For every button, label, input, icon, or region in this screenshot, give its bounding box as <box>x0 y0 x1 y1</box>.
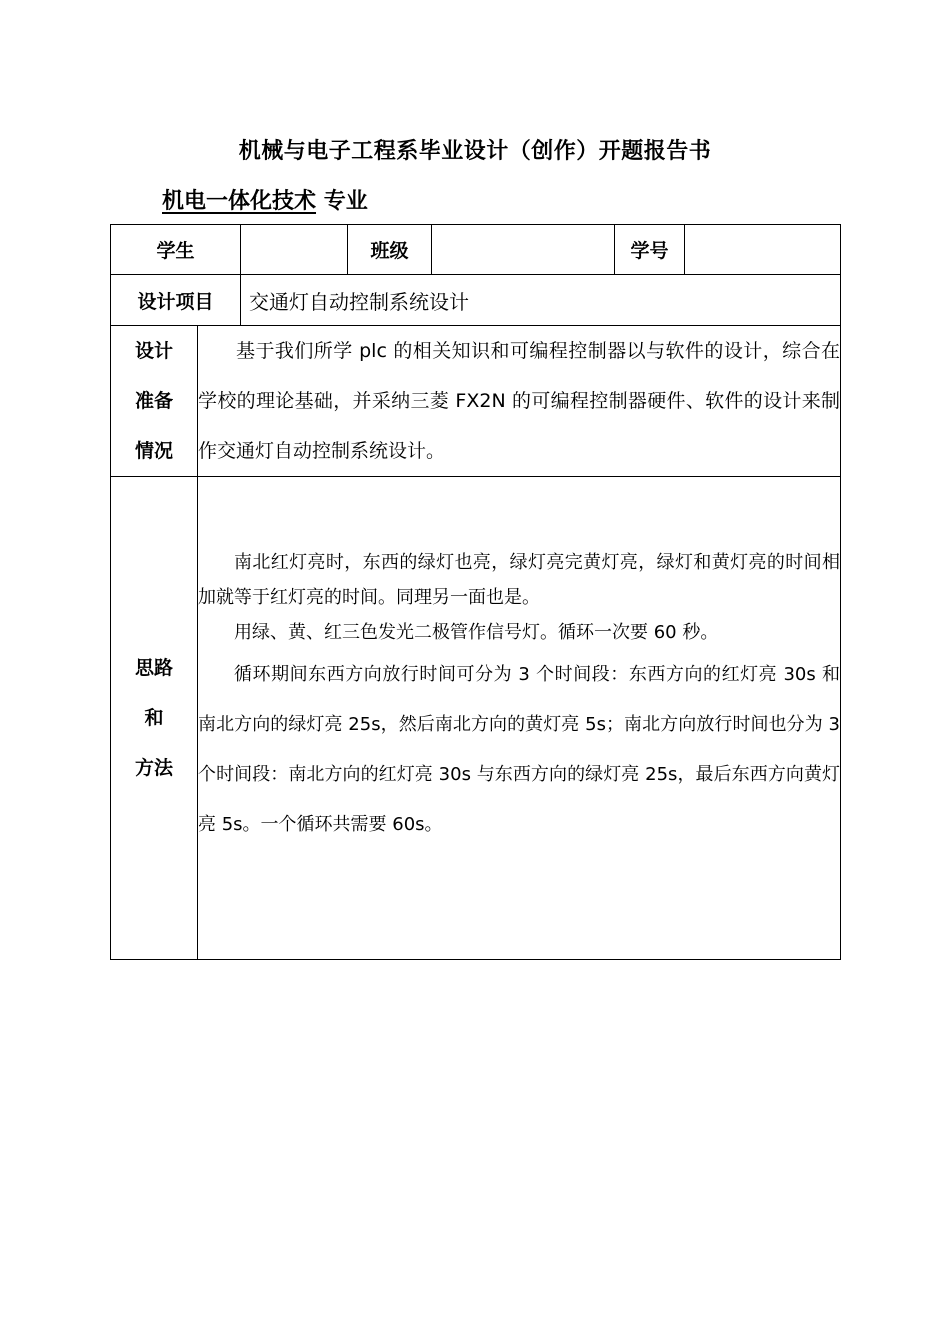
major-line <box>144 184 368 215</box>
major-suffix: 专业 <box>323 189 368 214</box>
class-label: 班级 <box>348 225 432 275</box>
table-row-project <box>111 275 841 326</box>
project-value: 交通灯自动控制系统设计 <box>241 275 841 326</box>
method-label-line-1: 思路 <box>134 657 173 679</box>
class-value <box>432 225 615 275</box>
method-paragraph-1: 南北红灯亮时，东西的绿灯也亮，绿灯亮完黄灯亮，绿灯和黄灯亮的时间相加就等于红灯亮的时间。同理另一面也是。 <box>198 552 841 608</box>
student-id-label: 学号 <box>615 225 685 275</box>
method-label-line-3: 方法 <box>134 757 173 779</box>
table-row-student-info <box>111 225 841 275</box>
document-title: 机械与电子工程系毕业设计（创作）开题报告书 <box>238 139 712 164</box>
proposal-form-table <box>110 224 841 960</box>
preparation-paragraph: 基于我们所学 plc 的相关知识和可编程控制器以与软件的设计，综合在学校的理论基础，并采纳三菱 FX2N 的可编程控制器硬件、软件的设计来制作交通灯自动控制系统设计。 <box>198 340 841 462</box>
method-paragraph-2: 用绿、黄、红三色发光二极管作信号灯。循环一次要 60 秒。 <box>234 622 719 643</box>
method-paragraph-3: 循环期间东西方向放行时间可分为 3 个时间段：东西方向的红灯亮 30s 和南北方向的绿灯亮 25s，然后南北方向的黄灯亮 5s；南北方向放行时间也分为 3 个时间段：南北方向的红灯亮 30s 与东西方向的绿灯亮 25s，最后东西方向黄灯亮 5s。一个循环共需要 60s。 <box>198 664 841 835</box>
student-label: 学生 <box>111 225 241 275</box>
project-label: 设计项目 <box>111 275 241 326</box>
method-label <box>111 477 198 960</box>
method-content <box>198 477 841 960</box>
major-name: 机电一体化技术 <box>162 189 317 214</box>
preparation-label-line-2: 准备 <box>134 390 173 412</box>
table-row-method <box>111 477 841 960</box>
preparation-content <box>198 326 841 477</box>
table-row-preparation <box>111 326 841 477</box>
method-label-line-2: 和 <box>144 707 164 729</box>
student-value <box>241 225 348 275</box>
preparation-label-line-3: 情况 <box>134 440 173 462</box>
preparation-label-line-1: 设计 <box>134 340 173 362</box>
preparation-label <box>111 326 198 477</box>
student-id-value <box>685 225 841 275</box>
